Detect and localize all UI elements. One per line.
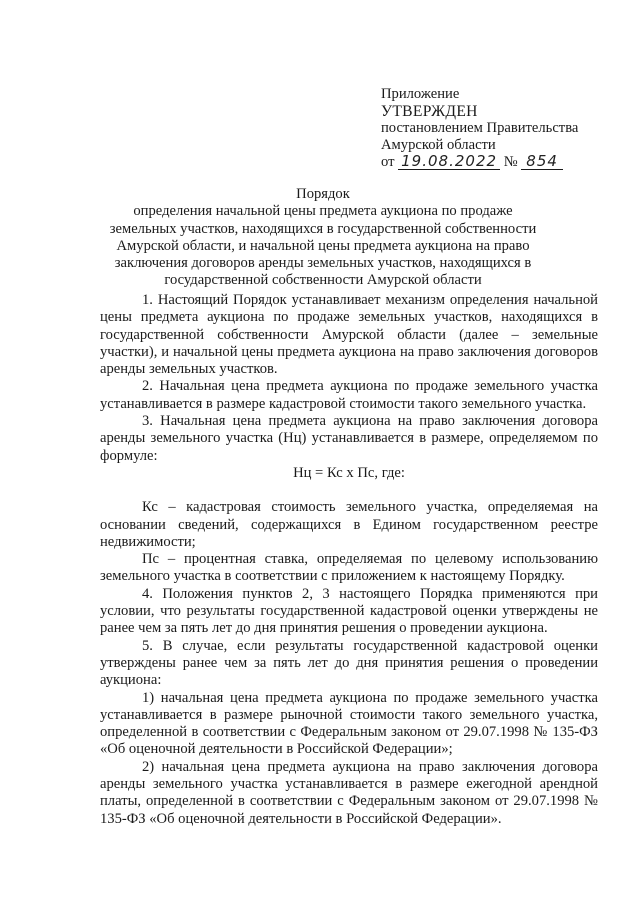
paragraph-3: 3. Начальная цена предмета аукциона на право заключения договора аренды земельного участка (Нц) устанавливается в размере, определяемом по формуле: [100, 413, 598, 464]
handwritten-number: 854 [521, 154, 563, 170]
title-main: Порядок [296, 186, 350, 202]
paragraph-5-1: 1) начальная цена предмета аукциона по продаже земельного участка устанавливается в размере рыночной стоимости такого земельного участка, определенной в соответствии с Федеральным законом от 29.07.1998 № 135-ФЗ «Об оценочной деятельности в Российской Федерации»; [100, 689, 598, 758]
definition-kc: Кс – кадастровая стоимость земельного участка, определяемая на основании сведений, содержащихся в Едином государственном реестре недвижимости; [100, 499, 598, 550]
appendix-label: Приложение [381, 86, 460, 102]
date-prefix: от [381, 154, 395, 170]
handwritten-date: 19.08.2022 [398, 154, 500, 170]
resolution-label: постановлением Правительства [381, 120, 579, 136]
paragraph-5: 5. В случае, если результаты государственной кадастровой оценки утверждены ранее чем за пять лет до дня принятия решения о проведении аукциона: [100, 637, 598, 689]
formula: Нц = Кс х Пс, где: [293, 464, 405, 481]
number-prefix: № [503, 154, 518, 170]
title-subtitle: определения начальной цены предмета аукциона по продаже земельных участков, находящихся в государственной собственности Амурской области, и начальной цены предмета аукциона на право заключения договоров аренды земельных участков, находящихся в государственной собственности Амурской области [109, 203, 537, 289]
document-title [100, 186, 546, 290]
date-number-line [381, 154, 578, 171]
paragraph-5-2: 2) начальная цена предмета аукциона на право заключения договора аренды земельного участка устанавливается в размере ежегодной арендной платы, определенной в соответствии с Федеральным законом от 29.07.1998 № 135-ФЗ «Об оценочной деятельности в Российской Федерации». [100, 758, 598, 827]
paragraph-4: 4. Положения пунктов 2, 3 настоящего Порядка применяются при условии, что результаты государственной кадастровой оценки утверждены не ранее чем за пять лет до дня принятия решения о проведении аукциона. [100, 585, 598, 637]
paragraph-2: 2. Начальная цена предмета аукциона по продаже земельного участка устанавливается в размере кадастровой стоимости такого земельного участка. [100, 378, 598, 412]
approval-block [381, 86, 578, 171]
region-label: Амурской области [381, 137, 496, 153]
paragraph-1: 1. Настоящий Порядок устанавливает механизм определения начальной цены предмета аукциона по продаже земельных участков, находящихся в государственной собственности Амурской области (далее – земельные участки), и начальной цены предмета аукциона на право заключения договоров аренды земельных участков. [100, 292, 598, 378]
approved-label: УТВЕРЖДЕН [381, 103, 478, 120]
document-body [100, 292, 598, 828]
definition-pc: Пс – процентная ставка, определяемая по целевому использованию земельного участка в соответствии с приложением к настоящему Порядку. [100, 551, 598, 585]
